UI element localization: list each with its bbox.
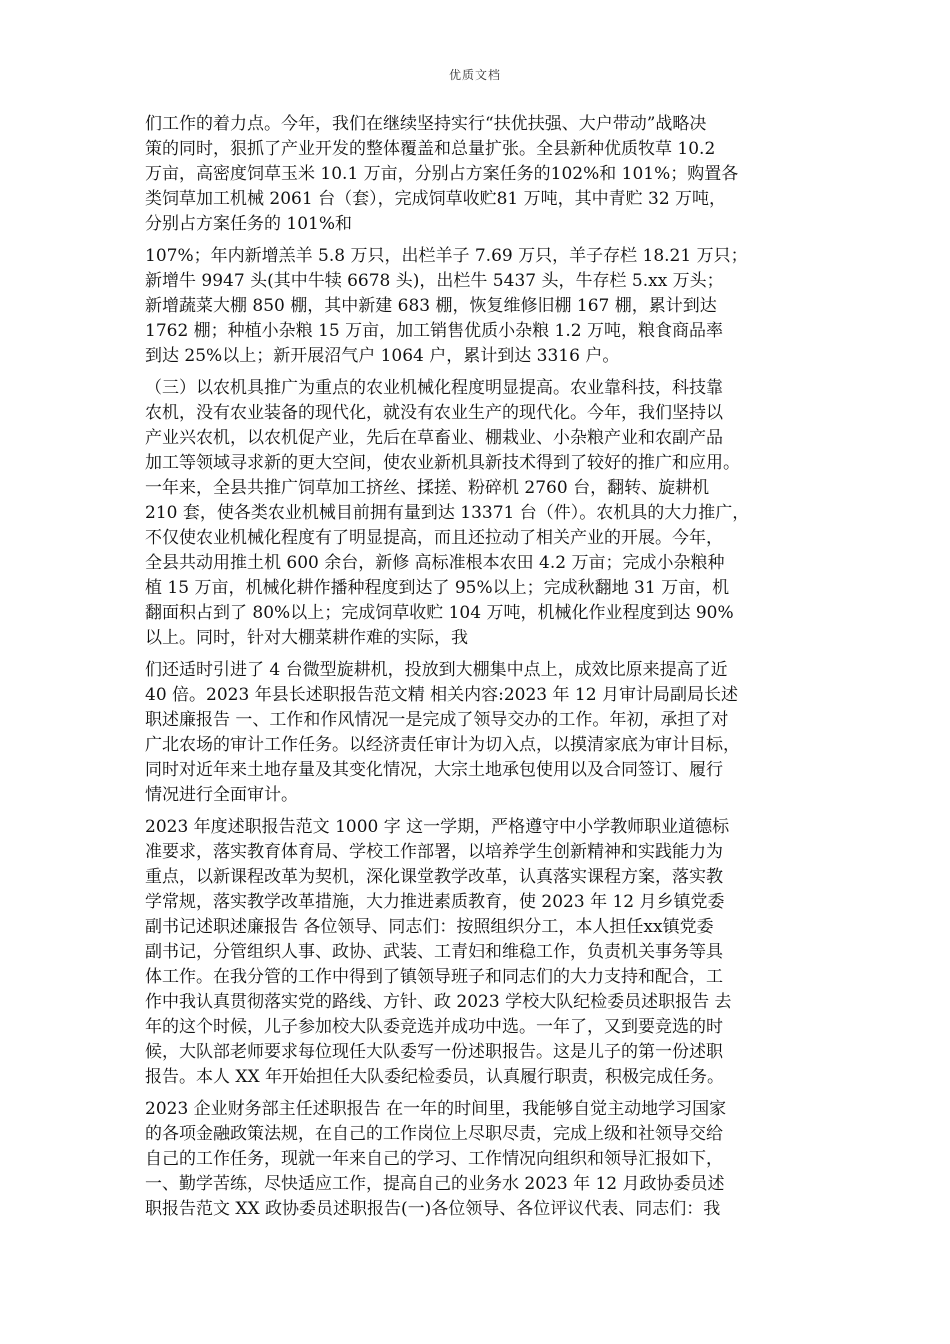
paragraph-6 <box>145 1097 813 1222</box>
paragraph-5 <box>145 815 813 1090</box>
text-line: 产业兴农机，以农机促产业，先后在草畜业、棚栽业、小杂粮产业和农副产品 <box>145 428 723 448</box>
text-line: 体工作。在我分管的工作中得到了镇领导班子和同志们的大力支持和配合，工 <box>145 967 723 987</box>
text-line: 一、勤学苦练，尽快适应工作，提高自己的业务水 2023 年 12 月政协委员述 <box>145 1174 725 1194</box>
text-line: 全县共动用推土机 600 余台，新修 高标准根本农田 4.2 万亩；完成小杂粮种 <box>145 553 725 573</box>
paragraph-4 <box>145 658 813 808</box>
text-line: 学常规，落实教学改革措施，大力推进素质教育，使 2023 年 12 月乡镇党委 <box>145 892 725 912</box>
text-line: 报告。本人 XX 年开始担任大队委纪检委员，认真履行职责，积极完成任务。 <box>145 1067 725 1087</box>
text-line: 职报告范文 XX 政协委员述职报告(一)各位领导、各位评议代表、同志们：我 <box>145 1199 721 1219</box>
paragraph-2 <box>145 244 813 369</box>
paragraph-1 <box>145 112 813 237</box>
text-line: 2023 企业财务部主任述职报告 在一年的时间里，我能够自觉主动地学习国家 <box>145 1099 727 1119</box>
text-line: 同时对近年来土地存量及其变化情况，大宗土地承包使用以及合同签订、履行 <box>145 760 723 780</box>
text-line: 作中我认真贯彻落实党的路线、方针、政 2023 学校大队纪检委员述职报告 去 <box>145 992 732 1012</box>
text-line: 2023 年度述职报告范文 1000 字 这一学期，严格遵守中小学教师职业道德标 <box>145 817 730 837</box>
text-line: 情况进行全面审计。 <box>145 785 298 805</box>
text-line: 1762 棚；种植小杂粮 15 万亩，加工销售优质小杂粮 1.2 万吨，粮食商品率 <box>145 321 723 341</box>
text-line: 新增牛 9947 头(其中牛犊 6678 头)，出栏牛 5437 头，牛存栏 5.xx 万头； <box>145 271 724 291</box>
text-line: 新增蔬菜大棚 850 棚，其中新建 683 棚，恢复维修旧棚 167 棚，累计到达 <box>145 296 717 316</box>
text-line: （三）以农机具推广为重点的农业机械化程度明显提高。农业靠科技，科技靠 <box>145 378 723 398</box>
text-line: 分别占方案任务的 101%和 <box>145 214 353 234</box>
text-line: 40 倍。2023 年县长述职报告范文精 相关内容:2023 年 12 月审计局副局长述 <box>145 685 738 705</box>
text-line: 加工等领域寻求新的更大空间，使农业新机具新技术得到了较好的推广和应用。 <box>145 453 740 473</box>
text-line: 107%；年内新增羔羊 5.8 万只，出栏羊子 7.69 万只，羊子存栏 18.21 万只； <box>145 246 748 266</box>
text-line: 职述廉报告 一、工作和作风情况一是完成了领导交办的工作。年初，承担了对 <box>145 710 729 730</box>
text-line: 们工作的着力点。今年，我们在继续坚持实行“扶优扶强、大户带动”战略决 <box>145 114 707 134</box>
text-line: 翻面积占到了 80%以上；完成饲草收贮 104 万吨，机械化作业程度到达 90% <box>145 603 734 623</box>
text-line: 们还适时引进了 4 台微型旋耕机，投放到大棚集中点上，成效比原来提高了近 <box>145 660 728 680</box>
text-line: 广北农场的审计工作任务。以经济责任审计为切入点，以摸清家底为审计目标， <box>145 735 740 755</box>
text-line: 不仅使农业机械化程度有了明显提高，而且还拉动了相关产业的开展。今年， <box>145 528 723 548</box>
text-line: 植 15 万亩，机械化耕作播种程度到达了 95%以上；完成秋翻地 31 万亩，机 <box>145 578 730 598</box>
text-line: 210 套，使各类农业机械目前拥有量到达 13371 台（件）。农机具的大力推广， <box>145 503 750 523</box>
text-line: 重点，以新课程改革为契机，深化课堂教学改革，认真落实课程方案，落实教 <box>145 867 723 887</box>
text-line: 候，大队部老师要求每位现任大队委写一份述职报告。这是儿子的第一份述职 <box>145 1042 723 1062</box>
text-line: 农机，没有农业装备的现代化，就没有农业生产的现代化。今年，我们坚持以 <box>145 403 723 423</box>
text-line: 副书记述职述廉报告 各位领导、同志们：按照组织分工，本人担任xx镇党委 <box>145 917 714 937</box>
document-body <box>145 112 813 1222</box>
text-line: 的各项金融政策法规，在自己的工作岗位上尽职尽责，完成上级和社领导交给 <box>145 1124 723 1144</box>
text-line: 副书记，分管组织人事、政协、武装、工青妇和维稳工作，负责机关事务等具 <box>145 942 723 962</box>
text-line: 以上。同时，针对大棚菜耕作难的实际，我 <box>145 628 468 648</box>
text-line: 自己的工作任务，现就一年来自己的学习、工作情况向组织和领导汇报如下， <box>145 1149 723 1169</box>
text-line: 年的这个时候，儿子参加校大队委竞选并成功中选。一年了，又到要竞选的时 <box>145 1017 723 1037</box>
text-line: 策的同时，狠抓了产业开发的整体覆盖和总量扩张。全县新种优质牧草 10.2 <box>145 139 716 159</box>
text-line: 一年来，全县共推广饲草加工挤丝、揉搓、粉碎机 2760 台，翻转、旋耕机 <box>145 478 710 498</box>
page-header: 优质文档 <box>448 68 501 82</box>
paragraph-3 <box>145 376 813 651</box>
text-line: 准要求，落实教育体育局、学校工作部署，以培养学生创新精神和实践能力为 <box>145 842 723 862</box>
text-line: 万亩，高密度饲草玉米 10.1 万亩，分别占方案任务的102%和 101%；购置各 <box>145 164 739 184</box>
text-line: 类饲草加工机械 2061 台（套），完成饲草收贮81 万吨，其中青贮 32 万吨， <box>145 189 727 209</box>
text-line: 到达 25%以上；新开展沼气户 1064 户，累计到达 3316 户。 <box>145 346 620 366</box>
